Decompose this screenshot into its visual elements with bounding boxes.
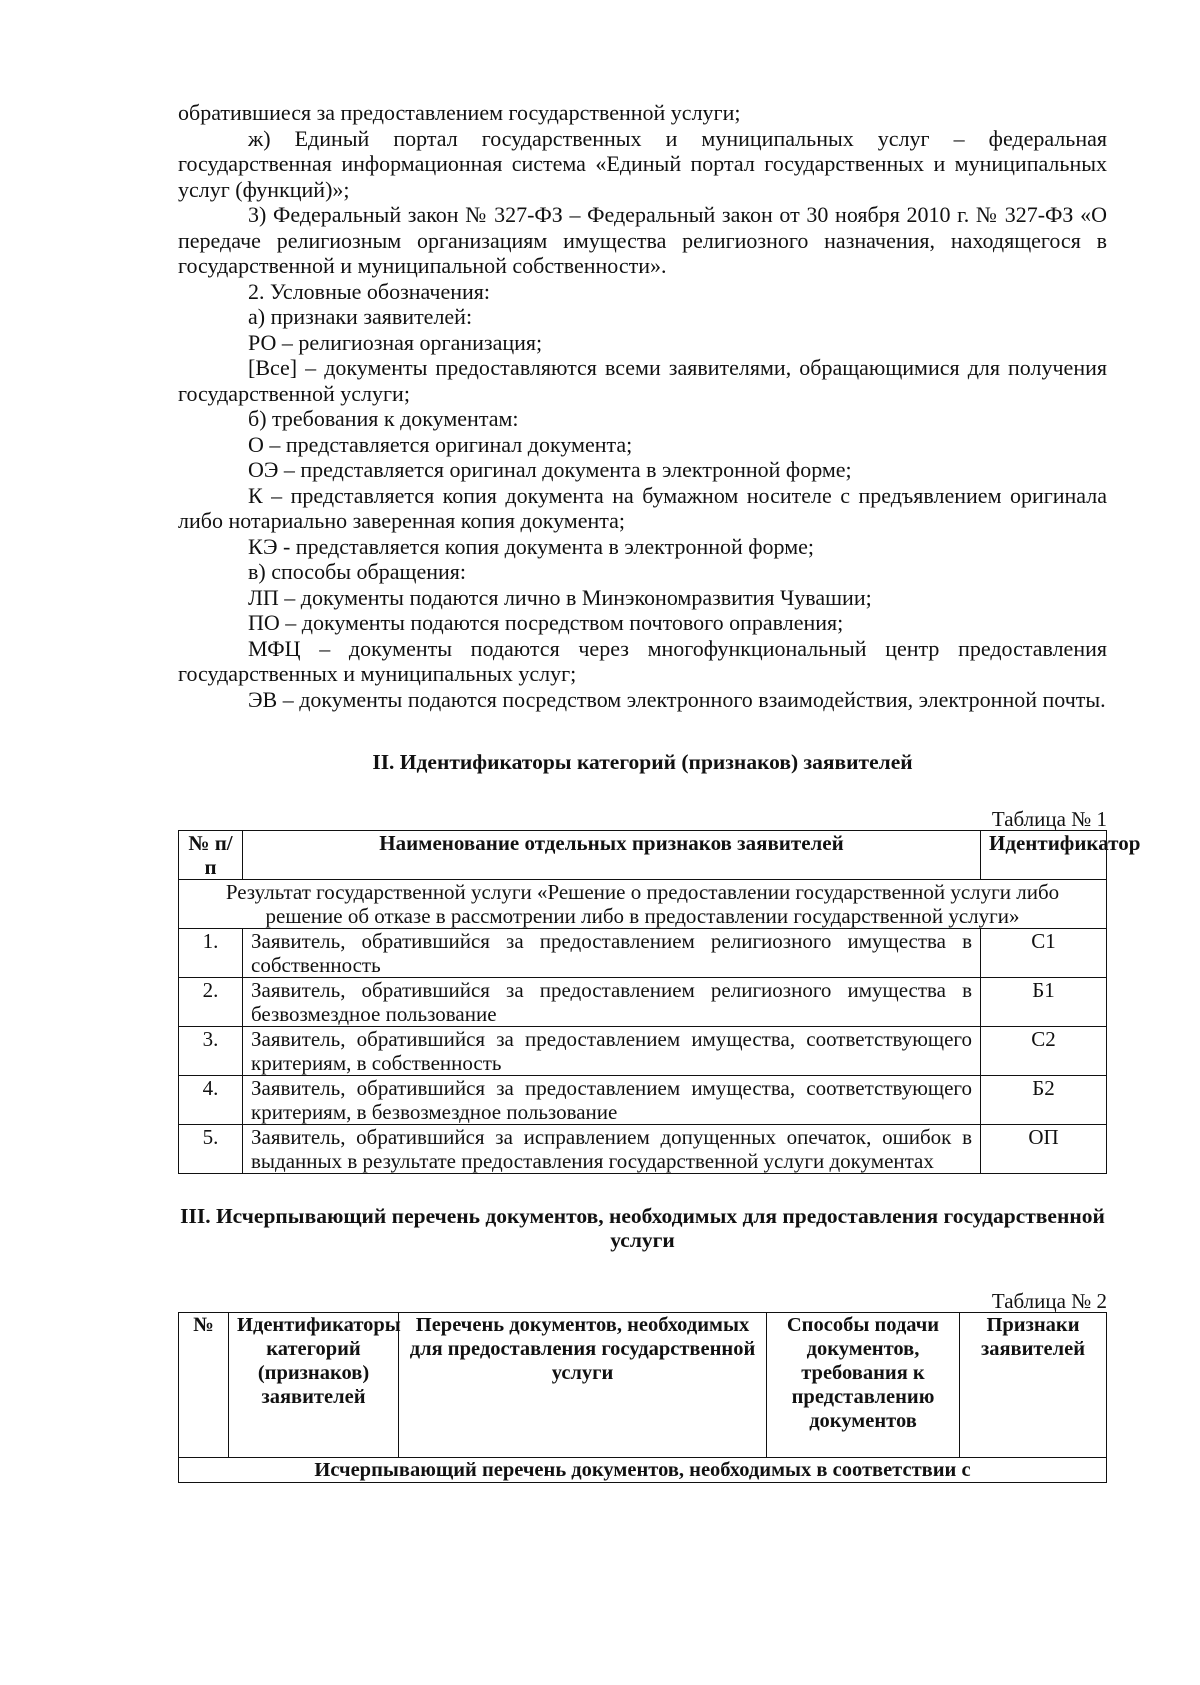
paragraph: КЭ - представляется копия документа в электронной форме; (248, 533, 814, 559)
table-span-row (179, 1458, 1107, 1483)
paragraph: 3) Федеральный закон № 327-ФЗ – Федеральный закон от 30 ноября 2010 г. № 327-ФЗ «О передаче религиозным организациям имущества религиозного назначения, находящегося в государственной и муниципальной собственности». (178, 202, 1107, 278)
header-name: Наименование отдельных признаков заявителей (243, 831, 981, 880)
table-row (179, 1076, 1107, 1125)
header-signs: Признаки заявителей (960, 1313, 1107, 1458)
table-header-row (179, 1313, 1107, 1458)
header-ways: Способы подачи документов, требования к представлению документов (767, 1313, 960, 1458)
paragraph: ЛП – документы подаются лично в Минэкономразвития Чувашии; (248, 584, 872, 610)
table-caption: Таблица № 1 (991, 807, 1107, 831)
paragraph: ЭВ – документы подаются посредством электронного взаимодействия, электронной почты. (248, 686, 1106, 712)
row-num: 3. (179, 1027, 243, 1076)
row-id: С1 (981, 929, 1107, 978)
table-span-row (179, 880, 1107, 929)
row-num: 5. (179, 1125, 243, 1174)
paragraph: ОЭ – представляется оригинал документа в электронной форме; (248, 457, 852, 482)
table-row (179, 929, 1107, 978)
row-id: Б1 (981, 978, 1107, 1027)
table-row (179, 978, 1107, 1027)
paragraph: ПО – документы подаются посредством почтового оправления; (248, 610, 844, 635)
paragraph: в) способы обращения: (248, 559, 466, 584)
table-row (179, 1125, 1107, 1174)
paragraph: О – представляется оригинал документа; (248, 431, 633, 457)
paragraph: обратившиеся за предоставлением государственной услуги; (178, 100, 741, 125)
section-title: III. Исчерпывающий перечень документов, необходимых для предоставления государственной услуги (180, 1204, 1105, 1252)
header-docs: Перечень документов, необходимых для предоставления государственной услуги (399, 1313, 767, 1458)
table-caption: Таблица № 2 (991, 1289, 1107, 1313)
document-page (178, 100, 1141, 1483)
header-num: № п/п (179, 831, 243, 880)
row-id: С2 (981, 1027, 1107, 1076)
paragraph: 2. Условные обозначения: (248, 278, 491, 304)
row-desc: Заявитель, обратившийся за предоставлением религиозного имущества в безвозмездное пользование (243, 978, 981, 1027)
paragraph: а) признаки заявителей: (248, 304, 473, 329)
row-id: ОП (981, 1125, 1107, 1174)
row-desc: Заявитель, обратившийся за исправлением допущенных опечаток, ошибок в выданных в результате предоставления государственной услуги документах (243, 1125, 981, 1174)
paragraph: ж) Единый портал государственных и муниципальных услуг – федеральная государственная информационная система «Единый портал государственных и муниципальных услуг (функций)»; (178, 125, 1107, 202)
row-num: 4. (179, 1076, 243, 1125)
row-desc: Заявитель, обратившийся за предоставлением религиозного имущества в собственность (243, 929, 981, 978)
paragraph: [Все] – документы предоставляются всеми заявителями, обращающимися для получения государственной услуги; (178, 355, 1107, 406)
header-ids: Идентификаторы категорий (признаков) заявителей (229, 1313, 399, 1458)
result-row: Результат государственной услуги «Решение о предоставлении государственной услуги либо решение об отказе в рассмотрении либо в предоставлении государственной услуги» (179, 880, 1107, 929)
row-id: Б2 (981, 1076, 1107, 1125)
applicant-categories-table (178, 830, 1141, 1174)
row-desc: Заявитель, обратившийся за предоставлением имущества, соответствующего критериям, в собственность (243, 1027, 981, 1076)
table-header-row (179, 831, 1107, 880)
row-num: 1. (179, 929, 243, 978)
documents-span-row: Исчерпывающий перечень документов, необходимых в соответствии с (179, 1458, 1107, 1483)
table-row (179, 1027, 1107, 1076)
section-title: II. Идентификаторы категорий (признаков) заявителей (372, 750, 913, 774)
row-desc: Заявитель, обратившийся за предоставлением имущества, соответствующего критериям, в безвозмездное пользование (243, 1076, 981, 1125)
paragraph: МФЦ – документы подаются через многофункциональный центр предоставления государственных и муниципальных услуг; (178, 635, 1107, 686)
paragraph: б) требования к документам: (248, 406, 519, 431)
documents-table (178, 1312, 1107, 1483)
header-num: № (179, 1313, 229, 1458)
header-id: Идентификатор (981, 831, 1107, 880)
paragraph: РО – религиозная организация; (248, 329, 543, 355)
row-num: 2. (179, 978, 243, 1027)
paragraph: К – представляется копия документа на бумажном носителе с предъявлением оригинала либо нотариально заверенная копия документа; (178, 482, 1107, 533)
